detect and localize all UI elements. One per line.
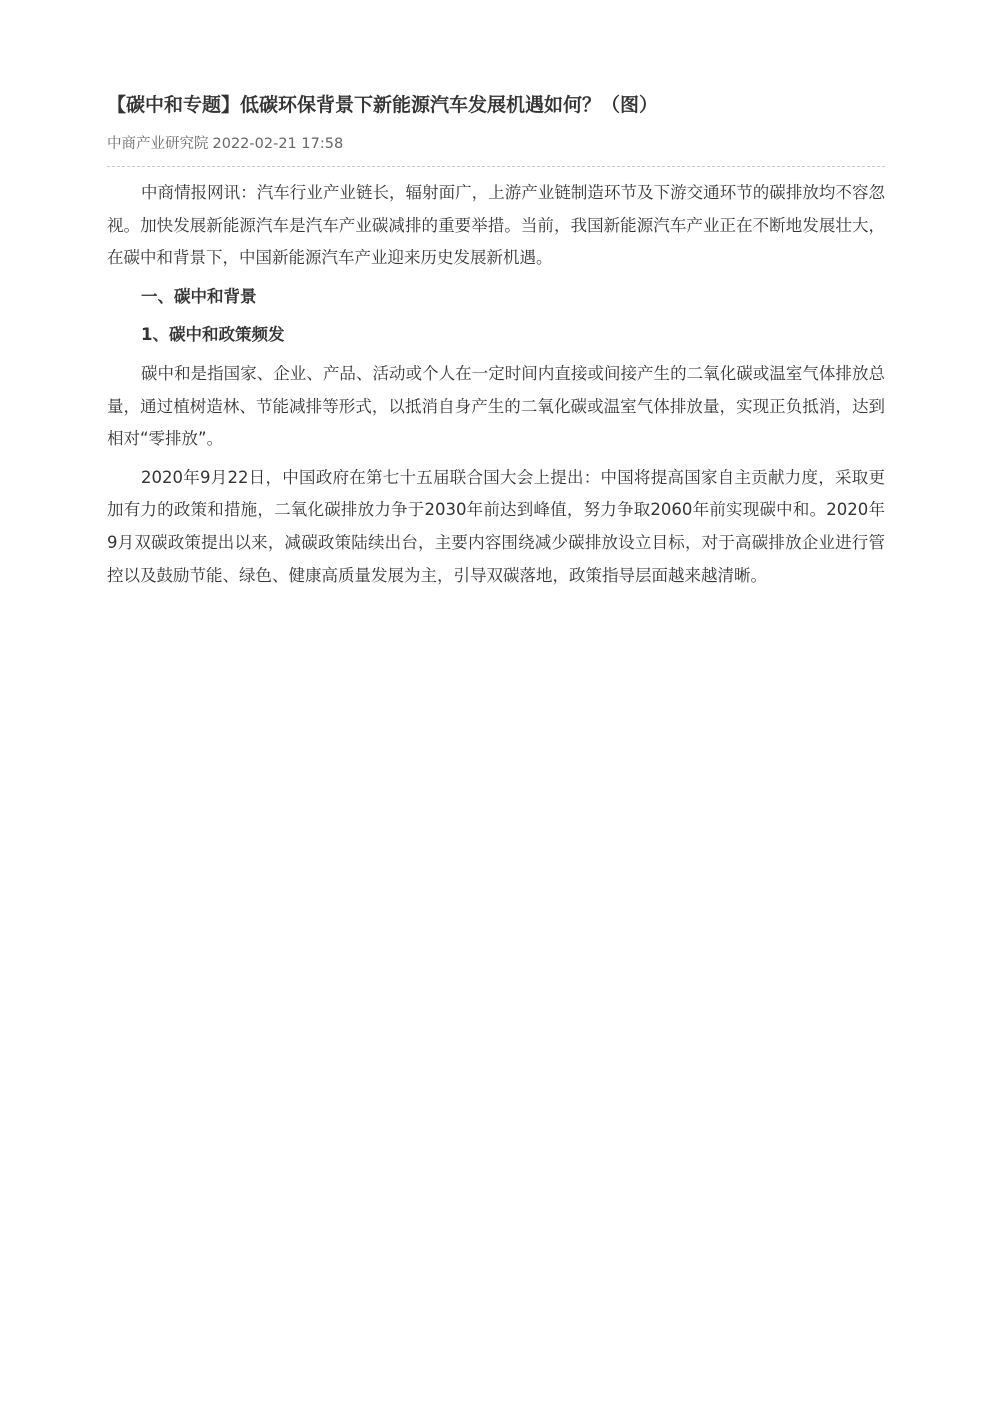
article-meta [107,132,885,167]
section-heading: 一、碳中和背景 [141,286,257,306]
intro-paragraph: 中商情报网讯：汽车行业产业链长，辐射面广，上游产业链制造环节及下游交通环节的碳排放均不容忽视。加快发展新能源汽车是汽车产业碳减排的重要举措。当前，我国新能源汽车产业正在不断地发展壮大，在碳中和背景下，中国新能源汽车产业迎来历史发展新机遇。 [107,183,885,268]
policy-paragraph: 2020年9月22日，中国政府在第七十五届联合国大会上提出：中国将提高国家自主贡献力度，采取更加有力的政策和措施，二氧化碳排放力争于2030年前达到峰值，努力争取2060年前实现碳中和。2020年9月双碳政策提出以来，减碳政策陆续出台，主要内容围绕减少碳排放设立目标，对于高碳排放企业进行管控以及鼓励节能、绿色、健康高质量发展为主，引导双碳落地，政策指导层面越来越清晰。 [107,467,885,585]
article-body [107,177,885,592]
article-title: 【碳中和专题】低碳环保背景下新能源汽车发展机遇如何？（图） [107,94,659,116]
article [107,86,885,598]
definition-paragraph: 碳中和是指国家、企业、产品、活动或个人在一定时间内直接或间接产生的二氧化碳或温室气体排放总量，通过植树造林、节能减排等形式，以抵消自身产生的二氧化碳或温室气体排放量，实现正负抵消，达到相对“零排放”。 [107,363,885,449]
subsection-heading: 1、碳中和政策频发 [141,325,285,345]
article-datetime: 2022-02-21 17:58 [212,136,344,152]
article-source: 中商产业研究院 [107,136,209,152]
